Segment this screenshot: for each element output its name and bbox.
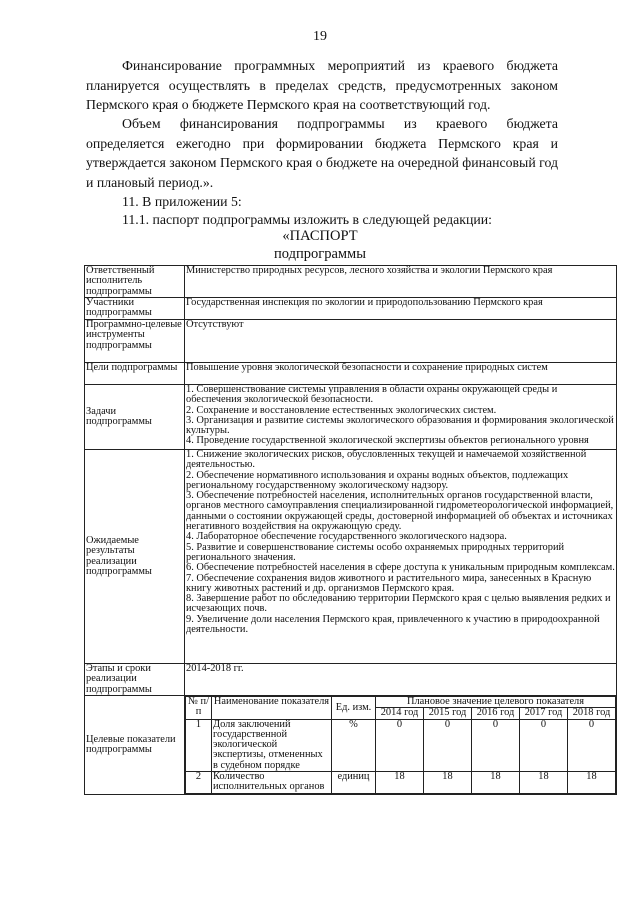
row-label: Задачи подпрограммы: [85, 385, 185, 450]
paragraph-text: Объем финансирования подпрограммы из краевого бюджета определяется ежегодно при формировании бюджета Пермского края и утверждается законом Пермского края о бюджете на очередной финансовый год и плановый период.».: [86, 116, 558, 190]
row-value: Государственная инспекция по экологии и природопользованию Пермского края: [185, 298, 617, 320]
row-participants: [85, 298, 617, 320]
row-label: Целевые показатели подпрограммы: [85, 696, 185, 795]
result-item: 3. Обеспечение потребностей населения, исполнительных органов государственной власти, органов местного самоуправления специализированной гидрометеорологической информацией, данными о состоянии окружающей среды, достоверной информацией об объектах и источниках негативного воздействия на окружающую среду.: [186, 490, 614, 533]
row-stages: [85, 664, 617, 696]
indicator-value: 18: [472, 772, 520, 794]
page-number: 19: [313, 29, 327, 44]
header-year: 2015 год: [424, 708, 472, 719]
result-item: 6. Обеспечение потребностей населения в сфере доступа к уникальным природным комплексам.: [186, 562, 615, 574]
row-results: [85, 450, 617, 664]
row-instruments: [85, 320, 617, 363]
row-label: Программно-целевые инструменты подпрограммы: [85, 320, 185, 363]
result-item: 8. Завершение работ по обследованию территории Пермского края с целью выявления редких и исчезающих почв.: [186, 593, 611, 615]
header-unit: Ед. изм.: [332, 697, 376, 720]
row-goals: [85, 363, 617, 385]
header-planned: Плановое значение целевого показателя: [376, 697, 616, 708]
row-label: Ожидаемые результаты реализации подпрограммы: [85, 450, 185, 664]
indicator-value: 0: [376, 719, 424, 771]
passport-table: [84, 265, 617, 795]
row-responsible: [85, 266, 617, 298]
header-year: 2016 год: [472, 708, 520, 719]
indicator-value: 18: [376, 772, 424, 794]
task-item: 2. Сохранение и восстановление естественных экологических систем.: [186, 404, 497, 416]
indicator-value: 0: [520, 719, 568, 771]
financing-paragraph-1: [86, 56, 558, 115]
financing-paragraph-2: [86, 114, 558, 192]
indicator-value: 0: [472, 719, 520, 771]
header-num: № п/п: [186, 697, 212, 720]
indicators-header-row: [186, 697, 616, 708]
result-item: 7. Обеспечение сохранения видов животного и растительного мира, занесенных в Красную книгу животных растений и др. организмов Пермского края.: [186, 572, 592, 594]
targets-cell: [185, 696, 617, 795]
indicator-value: 18: [568, 772, 616, 794]
paragraph-text: Финансирование программных мероприятий из краевого бюджета планируется осуществлять в пределах средств, предусмотренных законом Пермского края о бюджете Пермского края на соответствующий год.: [86, 58, 558, 112]
row-label: Ответственный исполнитель подпрограммы: [85, 266, 185, 298]
row-value: Повышение уровня экологической безопасности и сохранение природных систем: [185, 363, 617, 385]
result-item: 1. Снижение экологических рисков, обусловленных текущей и намечаемой хозяйственной деятельностью.: [186, 449, 587, 471]
indicator-name: Доля заключений государственной экологической экспертизы, отмененных в судебном порядке: [212, 719, 332, 771]
task-item: 3. Организация и развитие системы экологического образования и формирования экологической культуры.: [186, 414, 614, 437]
passport-title: «ПАСПОРТ: [282, 228, 358, 244]
row-value: Министерство природных ресурсов, лесного хозяйства и экологии Пермского края: [185, 266, 617, 298]
result-item: 5. Развитие и совершенствование системы особо охраняемых природных территорий регионального значения.: [186, 541, 565, 563]
row-label: Участники подпрограммы: [85, 298, 185, 320]
row-label: Этапы и сроки реализации подпрограммы: [85, 664, 185, 696]
indicator-num: 1: [186, 719, 212, 771]
indicator-num: 2: [186, 772, 212, 794]
indicator-value: 0: [568, 719, 616, 771]
header-year: 2014 год: [376, 708, 424, 719]
row-targets: [85, 696, 617, 795]
row-value: Отсутствуют: [185, 320, 617, 363]
row-value: 2014-2018 гг.: [185, 664, 617, 696]
indicator-unit: единиц: [332, 772, 376, 794]
result-item: 9. Увеличение доли населения Пермского края, привлеченного к участию в природоохранной деятельности.: [186, 613, 600, 636]
row-tasks: [85, 385, 617, 450]
passport-subtitle: подпрограммы: [274, 246, 366, 262]
indicator-value: 18: [520, 772, 568, 794]
indicator-value: 0: [424, 719, 472, 771]
indicator-row: [186, 719, 616, 771]
indicators-table: [185, 696, 616, 794]
row-label: Цели подпрограммы: [85, 363, 185, 385]
task-item: 1. Совершенствование системы управления в области охраны окружающей среды и обеспечения экологической безопасности.: [186, 384, 558, 406]
row-value: [185, 385, 617, 450]
item-11: 11. В приложении 5:: [122, 194, 242, 209]
header-year: 2018 год: [568, 708, 616, 719]
header-year: 2017 год: [520, 708, 568, 719]
header-name: Наименование показателя: [212, 697, 332, 720]
indicator-row: [186, 772, 616, 794]
result-item: 2. Обеспечение нормативного использования и охраны водных объектов, подлежащих региональному государственному экологическому надзору.: [186, 469, 569, 491]
result-item: 4. Лабораторное обеспечение государственного экологического надзора.: [186, 531, 507, 543]
row-value: [185, 450, 617, 664]
item-11-1: 11.1. паспорт подпрограммы изложить в следующей редакции:: [122, 212, 492, 227]
task-item: 4. Проведение государственной экологической экспертизы объектов регионального уровня: [186, 435, 589, 447]
indicator-unit: %: [332, 719, 376, 771]
indicator-name: Количество исполнительных органов: [212, 772, 332, 794]
indicator-value: 18: [424, 772, 472, 794]
